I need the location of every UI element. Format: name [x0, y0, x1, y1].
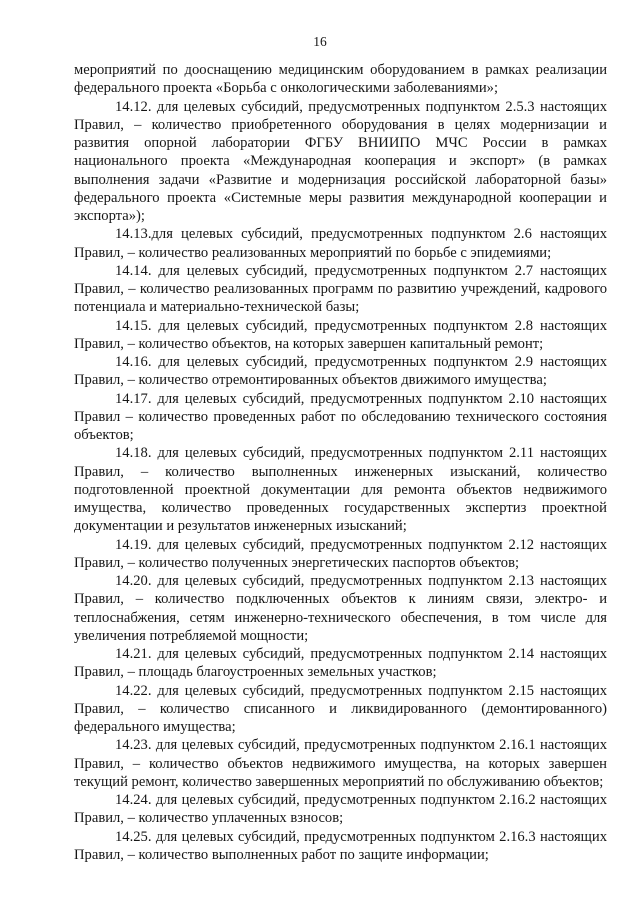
- page-number: 16: [313, 34, 327, 49]
- paragraph-14-15: 14.15. для целевых субсидий, предусмотренных подпунктом 2.8 настоящих Правил, – количество объектов, на которых завершен капитальный ремонт;: [74, 317, 607, 352]
- paragraph-14-19: 14.19. для целевых субсидий, предусмотренных подпунктом 2.12 настоящих Правил, – количество полученных энергетических паспортов объектов;: [74, 536, 607, 571]
- document-body: [74, 61, 607, 864]
- paragraph-14-24: 14.24. для целевых субсидий, предусмотренных подпунктом 2.16.2 настоящих Правил, – количество уплаченных взносов;: [74, 792, 607, 827]
- paragraph-14-12: 14.12. для целевых субсидий, предусмотренных подпунктом 2.5.3 настоящих Правил, – количество приобретенного оборудования в целях модернизации и развития опорной лаборатории ФГБУ ВНИИПО МЧС России в рамках национального проекта «Международная кооперация и экспорт» (в рамках выполнения задачи «Развитие и модернизация российской лабораторной базы» федерального проекта «Системные меры развития международной кооперации и экспорта»);: [74, 98, 607, 224]
- paragraph-14-14: 14.14. для целевых субсидий, предусмотренных подпунктом 2.7 настоящих Правил, – количество реализованных программ по развитию учреждений, кадрового потенциала и материально-технической базы;: [74, 262, 607, 316]
- paragraph-14-17: 14.17. для целевых субсидий, предусмотренных подпунктом 2.10 настоящих Правил – количество проведенных работ по обследованию технического состояния объектов;: [74, 390, 607, 443]
- paragraph-14-20: 14.20. для целевых субсидий, предусмотренных подпунктом 2.13 настоящих Правил, – количество подключенных объектов к линиям связи, электро- и теплоснабжения, сетям инженерно-технического обеспечения, в том числе для увеличения потребляемой мощности;: [74, 573, 607, 644]
- paragraph-14-25: 14.25. для целевых субсидий, предусмотренных подпунктом 2.16.3 настоящих Правил, – количество выполненных работ по защите информации;: [74, 828, 607, 863]
- paragraph-14-18: 14.18. для целевых субсидий, предусмотренных подпунктом 2.11 настоящих Правил, – количество выполненных инженерных изысканий, количество подготовленной проектной документации для ремонта объектов недвижимого имущества, количество проведенных государственных экспертиз проектной документации и результатов инженерных изысканий;: [74, 445, 607, 535]
- paragraph-14-21: 14.21. для целевых субсидий, предусмотренных подпунктом 2.14 настоящих Правил, – площадь благоустроенных земельных участков;: [74, 646, 607, 681]
- paragraph-14-13: 14.13.для целевых субсидий, предусмотренных подпунктом 2.6 настоящих Правил, – количество реализованных мероприятий по борьбе с эпидемиями;: [74, 226, 607, 261]
- paragraph-14-23: 14.23. для целевых субсидий, предусмотренных подпунктом 2.16.1 настоящих Правил, – количество объектов недвижимого имущества, на которых завершен текущий ремонт, количество завершенных мероприятий по обслуживанию объектов;: [74, 737, 607, 790]
- paragraph-14-16: 14.16. для целевых субсидий, предусмотренных подпунктом 2.9 настоящих Правил, – количество отремонтированных объектов движимого имущества;: [74, 354, 607, 389]
- paragraph-14-22: 14.22. для целевых субсидий, предусмотренных подпунктом 2.15 настоящих Правил, – количество списанного и ликвидированного (демонтированного) федерального имущества;: [74, 682, 607, 735]
- paragraph-continuation: мероприятий по дооснащению медицинским оборудованием в рамках реализации федерального проекта «Борьба с онкологическими заболеваниями»;: [74, 62, 607, 97]
